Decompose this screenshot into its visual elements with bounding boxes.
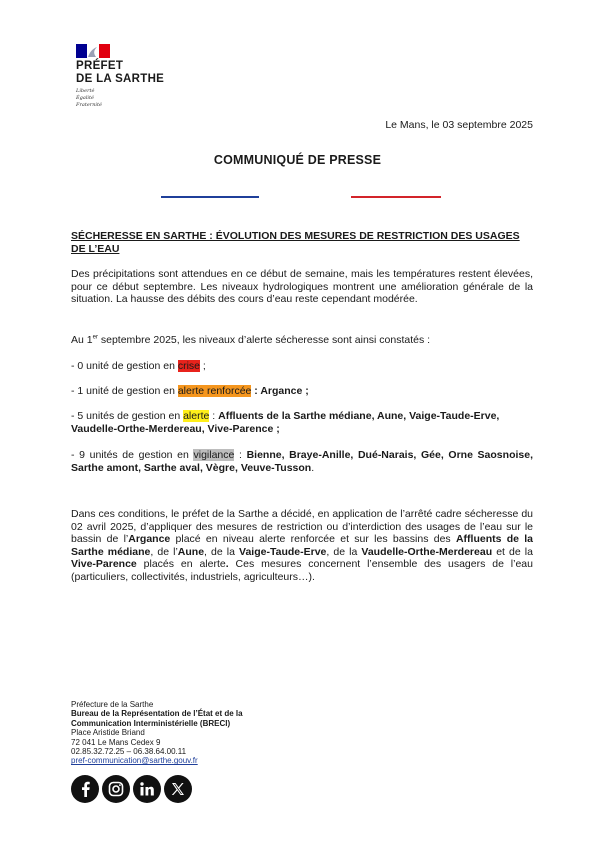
instagram-icon[interactable] [102,775,130,803]
prefecture-logo-text [76,60,164,86]
red-divider [351,196,441,198]
social-links [71,775,192,803]
contact-footer [71,700,243,766]
level-alerte-renforcee-item: - 1 unité de gestion en alerte renforcée : Argance ; [71,385,309,397]
facebook-icon[interactable] [71,775,99,803]
email-link[interactable]: pref-communication@sarthe.gouv.fr [71,756,198,766]
prefet-line-2: DE LA SARTHE [76,73,165,85]
ordinal-superscript: er [92,334,98,341]
footer-bureau-2: Communication Interministérielle (BRECI) [71,718,231,728]
republic-motto [76,88,102,109]
intro-paragraph: Des précipitations sont attendues en ce début de semaine, mais les températures restent élevées, pour ce début septembre. Les niveaux hydrologiques montrent une amélioration générale de la situation. La hausse des débits des cours d’eau reste cependant modérée. [71,268,533,306]
motto-liberte: Liberté [76,88,95,94]
press-release-subject: SÉCHERESSE EN SARTHE : ÉVOLUTION DES MESURES DE RESTRICTION DES USAGES DE L’EAU [71,230,520,255]
footer-phones: 02.85.32.72.25 – 06.38.64.00.11 [71,747,187,757]
decision-paragraph: Dans ces conditions, le préfet de la Sarthe a décidé, en application de l’arrêté cadre sécheresse du 02 avril 2025, d’appliquer des mesures de restriction ou d’interdiction des usages de l’eau sur le bassin de l’Argance placé en niveau alerte renforcée et sur les bassins des Affluents de la Sarthe médiane, de l’Aune, de la Vaige-Taude-Erve, de la Vaudelle-Orthe-Merdereau et de la Vive-Parence placés en alerte. Ces mesures concernent l’ensemble des usagers de l’eau (particuliers, collectivités, industriels, agriculteurs…). [71,508,534,583]
marianne-flag-logo [76,44,110,58]
levels-intro: Au 1er septembre 2025, les niveaux d’alerte sécheresse sont ainsi constatés : [71,334,431,346]
motto-fraternite: Fraternité [76,102,102,108]
alerte-badge: alerte [183,410,210,422]
x-icon[interactable] [164,775,192,803]
document-date: Le Mans, le 03 septembre 2025 [385,119,533,131]
footer-address-1: Place Aristide Briand [71,728,145,738]
footer-org: Préfecture de la Sarthe [71,700,154,709]
level-vigilance-item: - 9 unités de gestion en vigilance : Bienne, Braye-Anille, Dué-Narais, Gée, Orne Saosnoise, Sarthe amont, Sarthe aval, Vègre, Veuve-Tusson. [71,449,533,474]
alerte-renforcee-badge: alerte renforcée [177,385,252,397]
page-title: COMMUNIQUÉ DE PRESSE [213,153,382,167]
footer-bureau-1: Bureau de la Représentation de l’État et de la [71,709,243,719]
linkedin-icon[interactable] [133,775,161,803]
crise-badge: crise [177,360,200,372]
prefet-line-1: PRÉFET [76,60,124,72]
vigilance-badge: vigilance [193,449,235,461]
motto-egalite: Égalité [76,95,94,101]
blue-divider [161,196,259,198]
level-alerte-item: - 5 unités de gestion en alerte : Affluents de la Sarthe médiane, Aune, Vaige-Taude-Erve, Vaudelle-Orthe-Merdereau, Vive-Parence ; [71,410,500,435]
level-crise-item: - 0 unité de gestion en crise ; [71,360,206,372]
footer-address-2: 72 041 Le Mans Cedex 9 [71,737,161,747]
